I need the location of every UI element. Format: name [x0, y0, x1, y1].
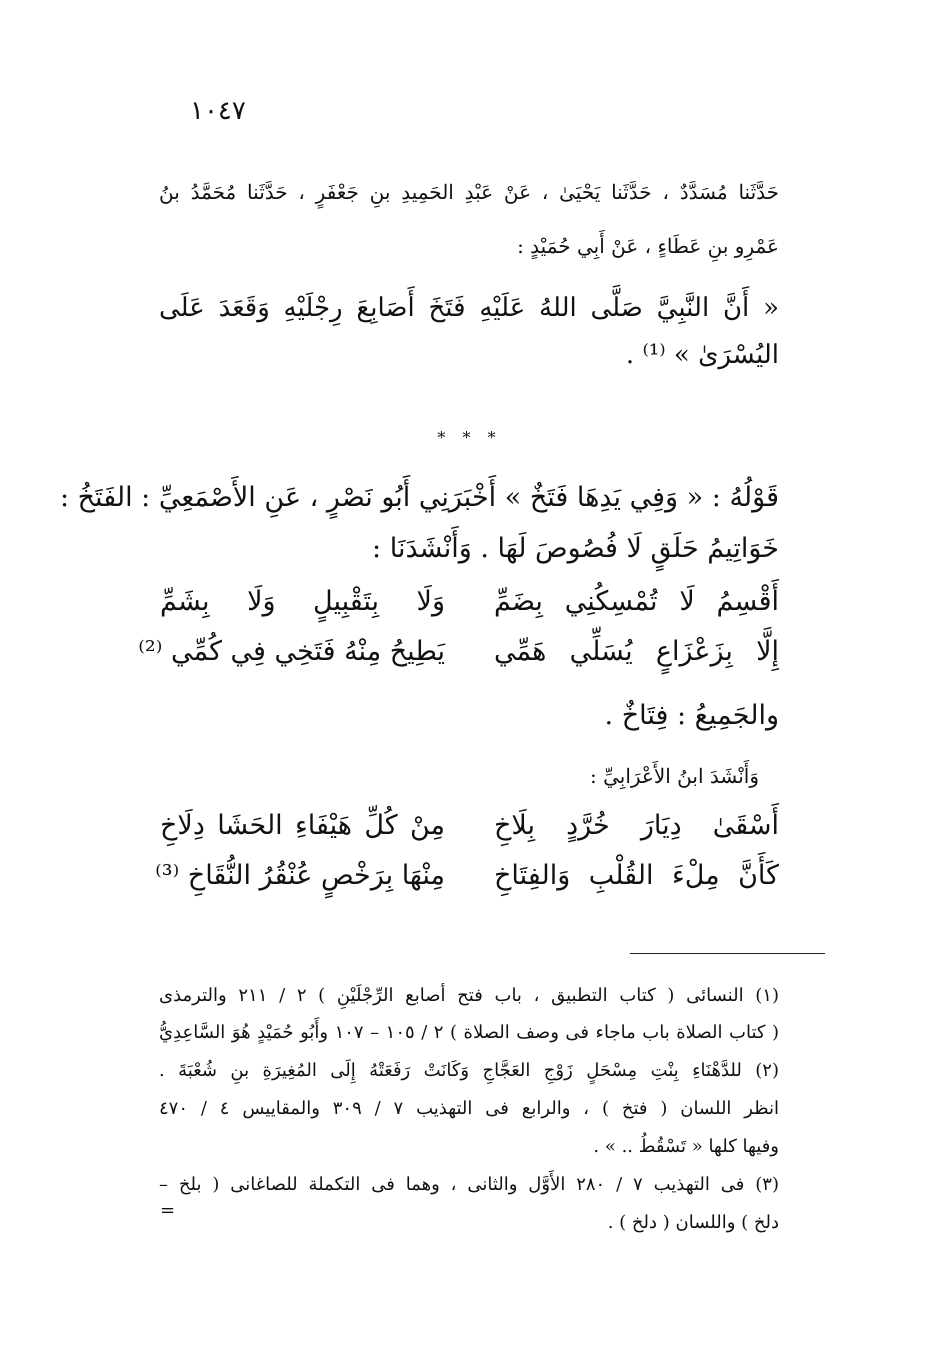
- verse-intro: وَأَنْشَدَ ابنُ الأَعْرَابِيِّ :: [589, 764, 759, 788]
- footnote-1-line-1: (١) النسائى ( كتاب التطبيق ، باب فتح أصابع الرِّجْلَيْنِ ) ٢ / ٢١١ والترمذى: [159, 985, 779, 1006]
- plural-note: والجَمِيعُ : فِتَاخٌ .: [604, 700, 779, 731]
- verse-4-first-hemistich: كَأَنَّ مِلْءَ القُلْبِ وَالفِتَاخِ: [494, 860, 779, 891]
- footnote-1-line-2: ( كتاب الصلاة باب ماجاء فى وصف الصلاة ) ٢ / ١٠٥ – ١٠٧ وأَبُو حُمَيْدٍ هُوَ السَّاعِدِيُّ: [159, 1022, 779, 1043]
- verse-4-second-hemistich: مِنْهَا بِرَخْصٍ عُنْقُرُ النُّقَاخِ ⁽³⁾: [155, 860, 445, 891]
- page-number: ١٠٤٧: [190, 96, 246, 126]
- hadith-matn-line-2: اليُسْرَىٰ » ⁽¹⁾ .: [625, 340, 779, 370]
- verse-2-first-hemistich: إِلَّا بِزَعْزَاعٍ يُسَلِّي هَمِّي: [494, 636, 779, 667]
- commentary-line-2: خَوَاتِيمُ حَلَقٍ لَا فُصُوصَ لَهَا . وَأَنْشَدَنَا :: [372, 533, 779, 564]
- footnote-3-line-1: (٣) فى التهذيب ٧ / ٢٨٠ الأَوَّل والثانى ، وهما فى التكملة للصاغانى ( بلخ –: [159, 1174, 779, 1195]
- commentary-line-1: قَوْلُهُ : « وَفِي يَدِهَا فَتَخٌ » أَخْبَرَنِي أَبُو نَصْرٍ ، عَنِ الأَصْمَعِيِّ : الفَتَخُ :: [59, 482, 779, 513]
- verse-1-second-hemistich: وَلَا بِتَقْبِيلٍ وَلَا بِشَمِّ: [160, 586, 445, 617]
- isnad-line-2: عَمْرِو بنِ عَطَاءٍ ، عَنْ أَبِي حُمَيْدٍ :: [517, 234, 779, 258]
- isnad-line-1: حَدَّثَنا مُسَدَّدٌ ، حَدَّثَنا يَحْيَىٰ ، عَنْ عَبْدِ الحَمِيدِ بنِ جَعْفَرٍ ، حَدَّثَنا مُحَمَّدُ بنُ: [159, 180, 779, 204]
- footnote-divider: [630, 953, 825, 954]
- verse-1-first-hemistich: أَقْسِمُ لَا تُمْسِكُنِي بِضَمِّ: [494, 586, 779, 617]
- footnote-2-line-1: (٢) للدَّهْنَاءِ بِنْتِ مِسْحَلٍ زَوْجِ العَجَّاجِ وَكَانَتْ رَفَعَتْهُ إِلَى المُغِيرَةِ بنِ شُعْبَةَ .: [159, 1060, 779, 1081]
- footnote-3-continuation-mark: =: [160, 1200, 176, 1221]
- footnote-3-line-2: دلخ ) واللسان ( دلخ ) .: [607, 1212, 779, 1233]
- section-separator: * * *: [437, 428, 502, 447]
- footnote-2-line-3: وفيها كلها « تَسْقُطُ .. » .: [593, 1136, 779, 1157]
- footnote-2-line-2: انظر اللسان ( فتخ ) ، والرابع فى التهذيب ٧ / ٣٠٩ والمقاييس ٤ / ٤٧٠: [159, 1098, 779, 1119]
- verse-3-first-hemistich: أَسْقَىٰ دِيَارَ خُرَّدٍ بِلَاخِ: [494, 810, 779, 841]
- verse-3-second-hemistich: مِنْ كُلِّ هَيْفَاءِ الحَشَا دِلَاخِ: [160, 810, 445, 841]
- verse-2-second-hemistich: يَطِيحُ مِنْهُ فَتَخِي فِي كُمِّي ⁽²⁾: [138, 636, 445, 667]
- hadith-matn-line-1: « أَنَّ النَّبِيَّ صَلَّى اللهُ عَلَيْهِ فَتَخَ أَصَابِعَ رِجْلَيْهِ وَقَعَدَ عَلَى: [159, 293, 779, 323]
